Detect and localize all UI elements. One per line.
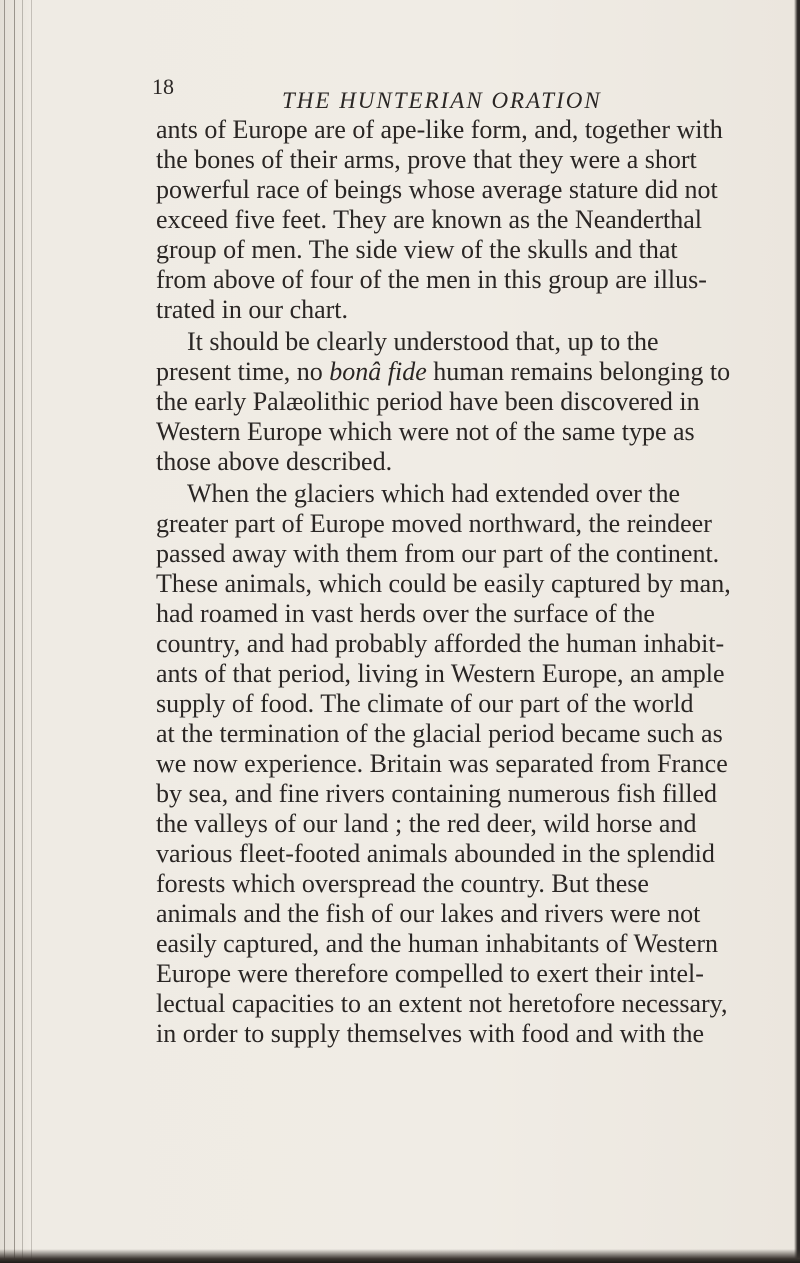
- text-line: greater part of Europe moved northward, the reindeer: [156, 509, 712, 538]
- text-line: exceed five feet. They are known as the Neanderthal: [156, 205, 702, 234]
- text-line: passed away with them from our part of the continent.: [156, 539, 720, 568]
- text-line: powerful race of beings whose average stature did not: [156, 175, 718, 204]
- page-right-edge: [794, 0, 800, 1263]
- text-segment: human remains belonging to: [433, 357, 731, 386]
- page-bottom-edge: [0, 1249, 800, 1263]
- text-line: we now experience. Britain was separated from France: [156, 749, 728, 778]
- text-line: country, and had probably afforded the human inhabit-: [156, 629, 725, 658]
- running-head: THE HUNTERIAN ORATION: [282, 88, 602, 113]
- text-line: in order to supply themselves with food and with the: [156, 1019, 705, 1048]
- text-line: had roamed in vast herds over the surface of the: [156, 599, 655, 628]
- text-line: the bones of their arms, prove that they were a short: [156, 145, 697, 174]
- page-gutter: [0, 0, 38, 1263]
- text-line: trated in our chart.: [156, 295, 349, 324]
- text-line: forests which overspread the country. But these: [156, 869, 649, 898]
- italic-phrase: bonâ fide: [329, 357, 427, 386]
- text-line: group of men. The side view of the skulls and that: [156, 235, 678, 264]
- text-line: those above described.: [156, 447, 393, 476]
- paragraph-start-line: When the glaciers which had extended over the: [187, 479, 681, 508]
- text-line: by sea, and fine rivers containing numerous fish filled: [156, 779, 718, 808]
- text-line: ants of that period, living in Western Europe, an ample: [156, 659, 725, 688]
- text-line: These animals, which could be easily captured by man,: [156, 569, 731, 598]
- text-line: the early Palæolithic period have been discovered in: [156, 387, 700, 416]
- text-line: supply of food. The climate of our part of the world: [156, 689, 694, 718]
- text-line: the valleys of our land ; the red deer, wild horse and: [156, 809, 697, 838]
- text-line: easily captured, and the human inhabitants of Western: [156, 929, 719, 958]
- text-line: at the termination of the glacial period became such as: [156, 719, 723, 748]
- page-number: 18: [152, 74, 174, 99]
- text-line: animals and the fish of our lakes and rivers were not: [156, 899, 701, 928]
- text-line: Western Europe which were not of the same type as: [156, 417, 695, 446]
- text-line: various fleet-footed animals abounded in the splendid: [156, 839, 715, 868]
- text-line: Europe were therefore compelled to exert their intel-: [156, 959, 704, 988]
- text-segment: present time, no: [156, 357, 323, 386]
- text-line: ants of Europe are of ape-like form, and, together with: [156, 115, 723, 144]
- body-text: [156, 115, 792, 1049]
- paragraph-start-line: It should be clearly understood that, up to the: [187, 327, 659, 356]
- text-line: from above of four of the men in this group are illus-: [156, 265, 707, 294]
- text-line: lectual capacities to an extent not heretofore necessary,: [156, 989, 728, 1018]
- text-line: [156, 357, 792, 387]
